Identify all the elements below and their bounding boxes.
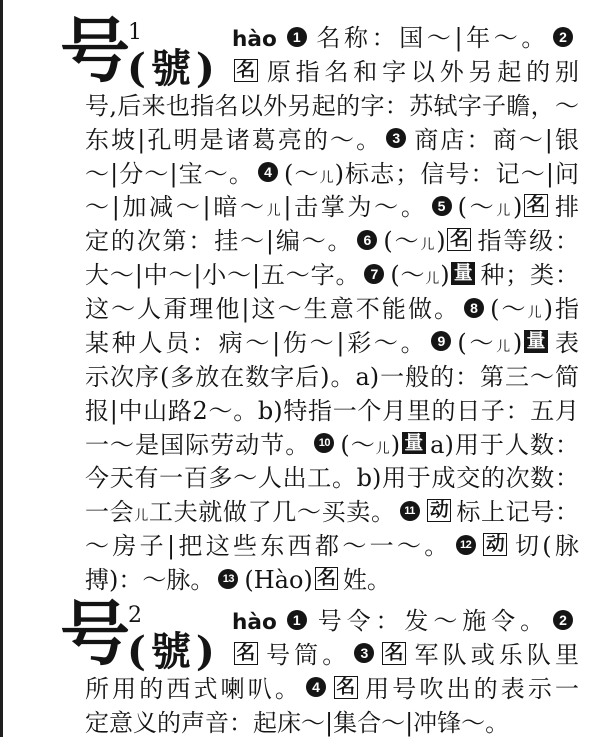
entry-line [85,190,579,228]
small-char: 儿 [496,203,513,220]
definition-text: 定的次第：挂～|编～。 [85,227,354,256]
entry-line [232,638,579,672]
definition-text: 种；类： [479,261,580,290]
part-of-speech-label: 名 [234,59,258,82]
definition-text: 某种人员：病～|伤～|彩～。 [85,328,428,357]
entry-line [85,292,579,330]
entry-line [85,563,579,597]
pinyin: hào [232,610,277,635]
definition-text: 号令：发～施令。 [312,607,549,635]
definition-text: (～ [490,295,528,323]
part-of-speech-label: 名 [334,676,358,699]
sense-number: 4 [306,677,326,697]
definition-text: 用号吹出的表示一 [362,674,579,703]
entry-line [85,89,579,123]
definition-text: ) [390,430,401,459]
small-char: 儿 [319,169,335,186]
definition-text: ) [512,328,523,357]
homograph-number: 2 [128,603,142,628]
entry-line [232,55,579,89]
entry-line [85,360,579,394]
definition-text: 定意义的声音：起床～|集合～|冲锋～。 [85,708,510,737]
definition-text: 一～是国际劳动节。 [85,430,311,459]
traditional-form: (號) [127,45,220,92]
small-char: 儿 [134,508,149,525]
entry-line [85,495,579,533]
definition-text: 切(脉 [511,532,579,561]
definition-text: (～ [457,328,497,357]
entry-line [85,258,579,296]
definition-text: 大～|中～|小～|五～字。 [85,261,361,290]
sense-number: 13 [218,569,238,589]
entry-line [85,394,579,428]
definition-text: ～|分～|宝～。 [85,159,254,188]
definition-text: (～ [457,193,497,222]
sense-number: 1 [287,610,307,630]
definition-text: a)用于人数： [430,430,580,459]
sense-number: 4 [258,162,278,182]
definition-text: 东坡|孔明是诸葛亮的～。 [85,125,383,154]
definition-text: (～ [283,159,320,188]
small-char: 儿 [527,305,544,321]
definition-text: 号,后来也指名以外另起的字：苏轼字子瞻，～ [85,91,579,120]
page-edge [0,0,3,737]
definition-text: ) [512,193,523,222]
definition-text: 示次序(多放在数字后)。a)一般的：第三～简 [85,362,579,391]
part-of-speech-label: 动 [483,533,507,556]
sense-number: 3 [354,643,374,663]
definition-text: (Hào) [244,566,313,594]
entry-line [85,123,579,157]
definition-text: 号筒。 [262,640,351,669]
part-of-speech-label: 量 [402,432,426,455]
definition-text: 工夫就做了几～买卖。 [148,498,396,527]
definition-text: 标上记号： [455,498,580,527]
traditional-form: (號) [127,628,220,675]
definition-text: (～ [383,227,421,256]
sense-number: 7 [364,264,384,284]
small-char: 儿 [420,237,437,254]
definition-text: 商店：商～|银 [412,125,579,154]
small-char: 儿 [375,440,391,457]
definition-text: |击掌为～。 [283,193,428,222]
definition-text: 排 [552,193,580,222]
entry-line [85,326,579,364]
definition-text: 指等级： [475,227,580,256]
small-char: 儿 [496,338,513,355]
part-of-speech-label: 量 [524,330,548,353]
entry-line [85,672,579,706]
part-of-speech-label: 名 [234,642,258,665]
sense-number: 1 [287,27,307,47]
definition-text: )指 [543,295,579,323]
part-of-speech-label: 名 [524,194,548,217]
part-of-speech-label: 名 [447,228,471,251]
sense-number: 2 [553,27,573,47]
pinyin: hào [232,27,277,52]
definition-text: 一会 [85,498,135,527]
definition-text: 这～人甭理他|这～生意不能做。 [85,295,461,323]
part-of-speech-label: 名 [315,567,339,590]
definition-text: ～|加减～|暗～ [85,193,267,222]
entry-line [85,428,579,466]
entry-line [85,224,579,262]
definition-text: (～ [390,261,426,290]
sense-number: 10 [314,433,334,453]
headword: 号 [60,592,130,675]
sense-number: 5 [432,196,452,216]
entry-line [85,529,579,563]
definition-text: 军队或乐队里 [410,640,579,669]
part-of-speech-label: 量 [451,262,475,285]
entry-line [232,21,579,57]
definition-text: 所用的西式喇叭。 [85,674,302,703]
definition-text: 报|中山路2～。b)特指一个月里的日子：五月 [85,396,579,425]
definition-text: 搏)：～脉。 [85,566,215,594]
definition-text: (～ [340,430,376,459]
sense-number: 9 [431,331,451,351]
entry-line [85,157,579,195]
definition-text: 姓。 [342,566,391,594]
part-of-speech-label: 动 [427,499,451,522]
sense-number: 11 [400,501,420,521]
sense-number: 3 [386,128,406,148]
definition-text: ) [436,227,446,256]
definition-text: 表 [552,328,580,357]
definition-text: 名称：国～|年～。 [312,24,549,52]
sense-number: 6 [357,230,377,250]
definition-text: ) [440,261,450,290]
definition-text: )标志；信号：记～|问 [334,159,580,188]
sense-number: 12 [456,535,476,555]
part-of-speech-label: 名 [382,642,406,665]
entry-line [85,706,579,737]
definition-text: 今天有一百多～人出工。b)用于成交的次数： [85,464,579,493]
sense-number: 2 [553,610,573,630]
small-char: 儿 [266,203,284,220]
entry-line [232,604,579,640]
sense-number: 8 [464,298,484,318]
small-char: 儿 [425,271,441,288]
definition-text: 原指名和字以外另起的别 [262,57,579,86]
homograph-number: 1 [128,20,142,45]
definition-text: ～房子|把这些东西都～一～。 [85,532,452,561]
headword: 号 [60,9,130,92]
entry-line [85,461,579,495]
